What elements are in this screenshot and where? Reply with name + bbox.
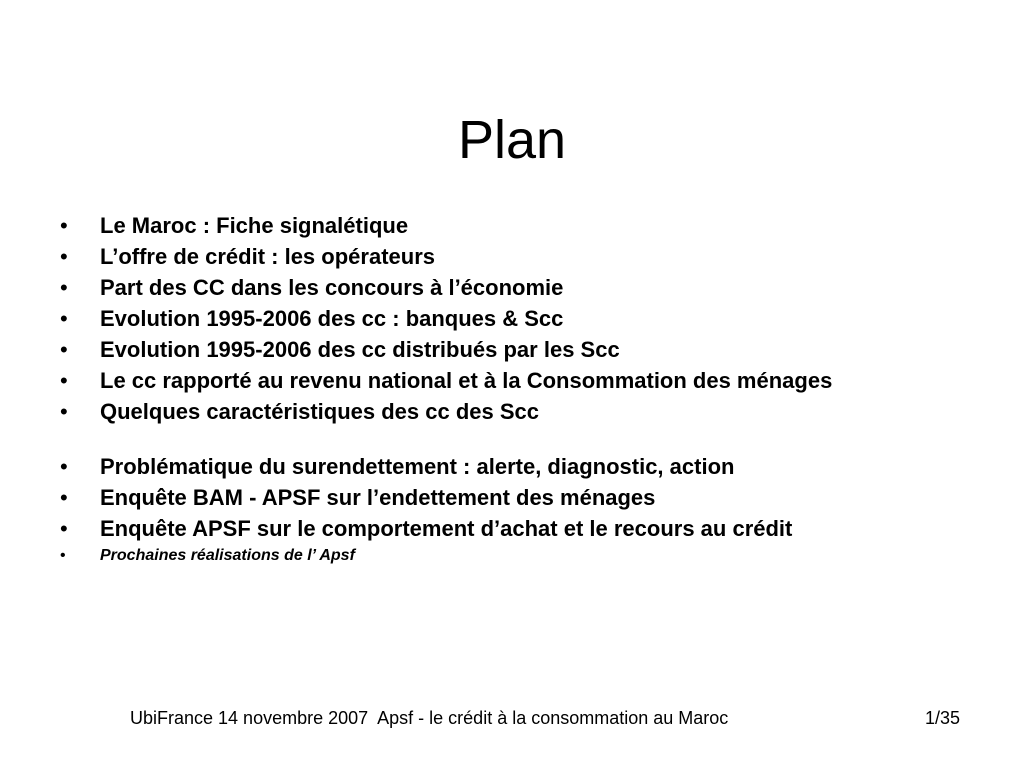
bullet-text: L’offre de crédit : les opérateurs <box>100 244 435 269</box>
bullet-icon: • <box>60 547 66 564</box>
bullet-text: Problématique du surendettement : alerte, diagnostic, action <box>100 454 735 479</box>
bullet-item <box>60 544 990 568</box>
slide-title: Plan <box>457 110 567 170</box>
footer-text: UbiFrance 14 novembre 2007 Apsf - le crédit à la consommation au Maroc <box>130 708 729 728</box>
bullet-item <box>60 451 990 482</box>
bullet-icon: • <box>60 485 68 510</box>
bullet-text: Prochaines réalisations de l’ Apsf <box>100 547 355 564</box>
bullet-icon: • <box>60 516 68 541</box>
bullet-text: Quelques caractéristiques des cc des Scc <box>100 399 540 424</box>
bullet-text: Enquête BAM - APSF sur l’endettement des ménages <box>100 485 656 510</box>
bullet-icon: • <box>60 275 68 300</box>
bullet-text: Part des CC dans les concours à l’économie <box>100 275 564 300</box>
bullet-text: Evolution 1995-2006 des cc : banques & Scc <box>100 306 564 331</box>
bullet-text: Evolution 1995-2006 des cc distribués par les Scc <box>100 337 620 362</box>
bullet-item <box>60 365 990 396</box>
bullet-icon: • <box>60 306 68 331</box>
bullet-item <box>60 482 990 513</box>
bullet-icon: • <box>60 244 68 269</box>
bullet-item <box>60 241 990 272</box>
bullet-text: Le Maroc : Fiche signalétique <box>100 213 409 238</box>
page-number: 1/35 <box>925 708 961 728</box>
bullet-item <box>60 272 990 303</box>
bullet-text: Enquête APSF sur le comportement d’achat et le recours au crédit <box>100 516 793 541</box>
bullet-icon: • <box>60 454 68 479</box>
bullet-icon: • <box>60 399 68 424</box>
bullet-item <box>60 396 990 427</box>
bullet-item <box>60 334 990 365</box>
bullet-icon: • <box>60 213 68 238</box>
bullet-item <box>60 513 990 544</box>
bullet-icon: • <box>60 337 68 362</box>
bullet-list <box>60 210 990 568</box>
bullet-item <box>60 210 990 241</box>
bullet-item <box>60 303 990 334</box>
bullet-icon: • <box>60 368 68 393</box>
bullet-text: Le cc rapporté au revenu national et à la Consommation des ménages <box>100 368 833 393</box>
